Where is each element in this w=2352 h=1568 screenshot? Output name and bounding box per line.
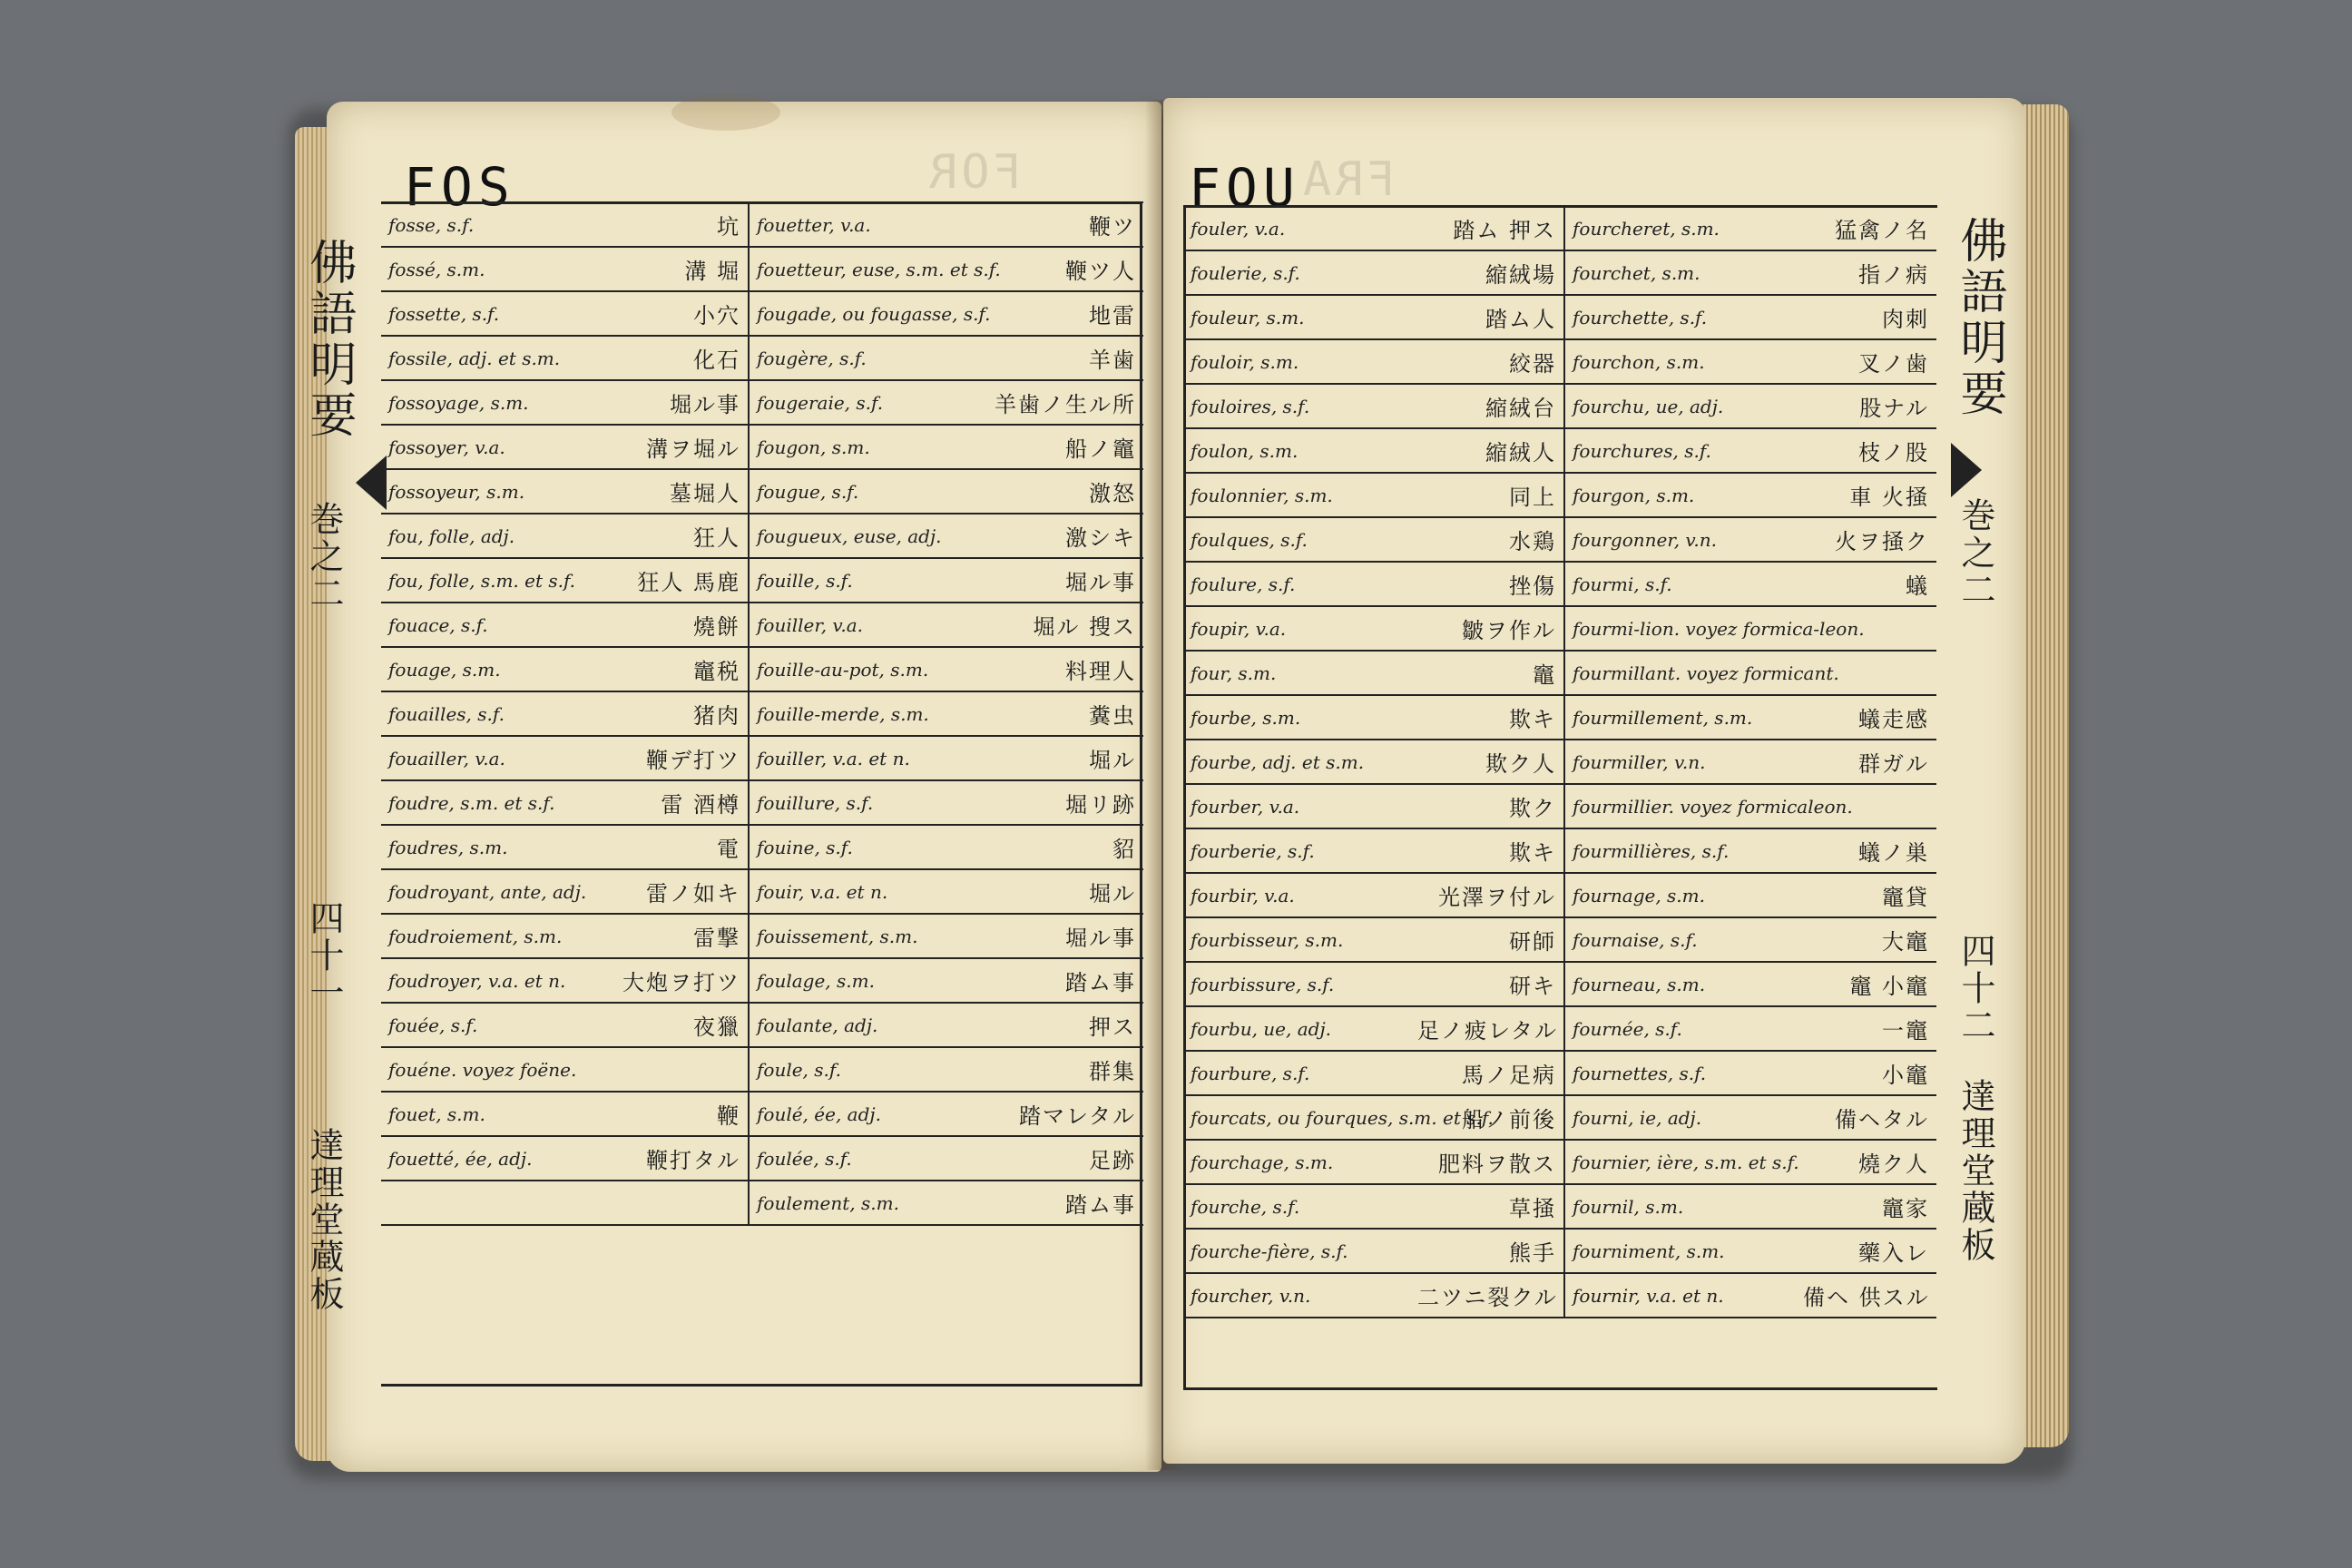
entry-headword: fougère, s.f. <box>749 336 980 380</box>
entry-headword: fouetté, ée, adj. <box>381 1136 590 1181</box>
entry-translation: 雷ノ如キ <box>590 869 749 914</box>
entry-translation: 肥料ヲ散ス <box>1410 1140 1564 1184</box>
entry-headword: foulante, adj. <box>749 1003 980 1047</box>
entry-translation: 坑 <box>590 202 749 247</box>
entry-translation: 備ヘ 供スル <box>1796 1273 1936 1318</box>
entry-translation: 踏ム事 <box>980 958 1143 1003</box>
entry-headword: foulement, s.m. <box>749 1181 980 1225</box>
entry-headword: fouailler, v.a. <box>381 736 590 780</box>
entry-headword: fouéne. voyez foëne. <box>381 1047 590 1092</box>
entry-headword: fougue, s.f. <box>749 469 980 514</box>
entry-translation: 熊手 <box>1410 1229 1564 1273</box>
entry-headword: fourgon, s.m. <box>1564 473 1796 517</box>
paper-stain <box>671 94 780 131</box>
entry-translation: 指ノ病 <box>1796 250 1936 295</box>
entry-headword: foulonnier, s.m. <box>1183 473 1410 517</box>
entry-translation: 縮絨人 <box>1410 428 1564 473</box>
entry-headword: fourbisseur, s.m. <box>1183 917 1410 962</box>
entry-headword: fourgonner, v.n. <box>1564 517 1796 562</box>
entry-headword: fosse, s.f. <box>381 202 590 247</box>
entry-translation: 大炮ヲ打ツ <box>590 958 749 1003</box>
entry-headword: fouine, s.f. <box>749 825 980 869</box>
entry-headword: fournier, ière, s.m. et s.f. <box>1564 1140 1796 1184</box>
entry-translation: 研キ <box>1410 962 1564 1006</box>
margin-volume: 巻之二 <box>304 501 344 612</box>
entry-translation: 鞭打タル <box>590 1136 749 1181</box>
entry-translation: 羊歯ノ生ル所 <box>980 380 1143 425</box>
entry-translation: 縮絨場 <box>1410 250 1564 295</box>
entry-translation: 水鶏 <box>1410 517 1564 562</box>
entry-headword: fouler, v.a. <box>1183 206 1410 250</box>
entry-translation: 猛禽ノ名 <box>1796 206 1936 250</box>
entry-headword: fouée, s.f. <box>381 1003 590 1047</box>
entry-headword: foudroiement, s.m. <box>381 914 590 958</box>
entry-translation: 船ノ竈 <box>980 425 1143 469</box>
show-through-header: FRA <box>1299 152 1396 207</box>
entry-translation: 鞭ツ <box>980 202 1143 247</box>
entry-headword: foulage, s.m. <box>749 958 980 1003</box>
entry-headword: fouet, s.m. <box>381 1092 590 1136</box>
entry-translation: 猪肉 <box>590 691 749 736</box>
entry-translation: 竈貸 <box>1796 873 1936 917</box>
entry-headword: fourcats, ou fourques, s.m. et s.f. <box>1183 1095 1410 1140</box>
entry-translation: 蟻ノ巣 <box>1796 828 1936 873</box>
entry-translation: 馬ノ足病 <box>1410 1051 1564 1095</box>
entry-headword: fougon, s.m. <box>749 425 980 469</box>
entry-translation: 群ガル <box>1796 740 1936 784</box>
entry-translation: 絞器 <box>1410 339 1564 384</box>
entry-translation: 雷撃 <box>590 914 749 958</box>
entry-translation: 堀ル事 <box>980 558 1143 603</box>
entry-headword: fourchet, s.m. <box>1564 250 1796 295</box>
entry-translation: 踏ム人 <box>1410 295 1564 339</box>
entry-headword: fourbu, ue, adj. <box>1183 1006 1410 1051</box>
entry-headword: fourche, s.f. <box>1183 1184 1410 1229</box>
entry-headword: fourmillières, s.f. <box>1564 828 1796 873</box>
entry-translation: 羊歯 <box>980 336 1143 380</box>
entry-headword: fouetteur, euse, s.m. et s.f. <box>749 247 980 291</box>
entry-translation: 大竈 <box>1796 917 1936 962</box>
entry-translation: 墓堀人 <box>590 469 749 514</box>
entry-headword: fouloires, s.f. <box>1183 384 1410 428</box>
entry-translation: 研師 <box>1410 917 1564 962</box>
entry-headword: fouillure, s.f. <box>749 780 980 825</box>
entry-translation: 蟻走感 <box>1796 695 1936 740</box>
entry-translation: 藥入レ <box>1796 1229 1936 1273</box>
entry-headword: fouleur, s.m. <box>1183 295 1410 339</box>
entry-headword: fourni, ie, adj. <box>1564 1095 1796 1140</box>
entry-translation: 欺キ <box>1410 695 1564 740</box>
entry-headword: fouille-au-pot, s.m. <box>749 647 980 691</box>
entry-headword: fourniment, s.m. <box>1564 1229 1796 1273</box>
entry-headword: fourneau, s.m. <box>1564 962 1796 1006</box>
entry-headword: fourcher, v.n. <box>1183 1273 1410 1318</box>
entry-translation: 欺ク <box>1410 784 1564 828</box>
entry-headword: foudres, s.m. <box>381 825 590 869</box>
entry-translation: 燒餅 <box>590 603 749 647</box>
entry-headword: foulure, s.f. <box>1183 562 1410 606</box>
entry-headword: fournir, v.a. et n. <box>1564 1273 1796 1318</box>
entry-translation: 狂人 <box>590 514 749 558</box>
entry-headword: fossoyage, s.m. <box>381 380 590 425</box>
entry-headword: fournettes, s.f. <box>1564 1051 1796 1095</box>
margin-title: 佛語明要 <box>1952 216 2006 419</box>
entry-translation: 小穴 <box>590 291 749 336</box>
entry-translation: 溝ヲ堀ル <box>590 425 749 469</box>
entry-headword: fourmillement, s.m. <box>1564 695 1796 740</box>
entry-headword: fourchu, ue, adj. <box>1564 384 1796 428</box>
entry-translation: 竈税 <box>590 647 749 691</box>
entry-translation: 挫傷 <box>1410 562 1564 606</box>
entry-translation: 光澤ヲ付ル <box>1410 873 1564 917</box>
fish-tail-mark <box>1951 443 2013 497</box>
entry-translation: 貂 <box>980 825 1143 869</box>
entry-translation: 踏ム事 <box>980 1181 1143 1225</box>
entry-translation: 踏ム 押ス <box>1410 206 1564 250</box>
left-page <box>301 102 1161 1472</box>
entry-headword: foulé, ée, adj. <box>749 1092 980 1136</box>
entry-translation: 堀ル事 <box>590 380 749 425</box>
page-header-right: FOU <box>1189 157 1300 219</box>
entry-headword: fougeraie, s.f. <box>749 380 980 425</box>
margin-title: 佛語明要 <box>301 238 356 441</box>
entry-translation: 激シキ <box>980 514 1143 558</box>
entry-headword: fourbe, adj. et s.m. <box>1183 740 1410 784</box>
entry-headword: fourmi-lion. voyez formica-leon. <box>1564 606 1796 651</box>
entry-headword: fourmillier. voyez formicaleon. <box>1564 784 1796 828</box>
margin-publisher: 達理堂蔵板 <box>1955 1078 1995 1264</box>
entry-headword: fossette, s.f. <box>381 291 590 336</box>
entry-translation: 竈家 <box>1796 1184 1936 1229</box>
entry-translation: 堀ル <box>980 736 1143 780</box>
entry-headword: fournaise, s.f. <box>1564 917 1796 962</box>
entry-translation: 草掻 <box>1410 1184 1564 1229</box>
entry-headword: fouage, s.m. <box>381 647 590 691</box>
entry-headword: fouiller, v.a. <box>749 603 980 647</box>
entry-headword: fourbe, s.m. <box>1183 695 1410 740</box>
entry-headword: fossile, adj. et s.m. <box>381 336 590 380</box>
entry-headword: fouailles, s.f. <box>381 691 590 736</box>
entry-headword: fourmi, s.f. <box>1564 562 1796 606</box>
entry-headword: foule, s.f. <box>749 1047 980 1092</box>
entry-translation: 小竈 <box>1796 1051 1936 1095</box>
entry-headword: fourber, v.a. <box>1183 784 1410 828</box>
entry-headword: foulerie, s.f. <box>1183 250 1410 295</box>
entry-headword: fouiller, v.a. et n. <box>749 736 980 780</box>
entry-translation: 堀ル事 <box>980 914 1143 958</box>
entry-translation: 二ツニ裂クル <box>1410 1273 1564 1318</box>
entry-translation: 鞭デ打ツ <box>590 736 749 780</box>
entry-headword: fouille, s.f. <box>749 558 980 603</box>
entry-translation: 船ノ前後 <box>1410 1095 1564 1140</box>
entry-translation: 激怒 <box>980 469 1143 514</box>
entry-translation: 欺キ <box>1410 828 1564 873</box>
entry-translation: 火ヲ掻ク <box>1796 517 1936 562</box>
entry-translation: 足跡 <box>980 1136 1143 1181</box>
entry-headword: fouissement, s.m. <box>749 914 980 958</box>
entry-translation: 糞虫 <box>980 691 1143 736</box>
entry-headword: fou, folle, adj. <box>381 514 590 558</box>
entry-headword: fouace, s.f. <box>381 603 590 647</box>
entry-headword: fourberie, s.f. <box>1183 828 1410 873</box>
entry-headword: fouille-merde, s.m. <box>749 691 980 736</box>
table-frame-right <box>1183 205 1937 1390</box>
entry-headword: foudroyer, v.a. et n. <box>381 958 590 1003</box>
entry-translation: 竈 小竈 <box>1796 962 1936 1006</box>
entry-translation: 鞭ツ人 <box>980 247 1143 291</box>
entry-translation: 燒ク人 <box>1796 1140 1936 1184</box>
entry-headword: foulée, s.f. <box>749 1136 980 1181</box>
entry-headword: foudre, s.m. et s.f. <box>381 780 590 825</box>
entry-headword: fournage, s.m. <box>1564 873 1796 917</box>
entry-translation: 欺ク人 <box>1410 740 1564 784</box>
entry-translation: 群集 <box>980 1047 1143 1092</box>
entry-translation: 竈 <box>1410 651 1564 695</box>
table-frame-left <box>381 201 1142 1387</box>
entry-headword: fossé, s.m. <box>381 247 590 291</box>
entry-headword: four, s.m. <box>1183 651 1410 695</box>
entry-translation: 堀リ跡 <box>980 780 1143 825</box>
entry-translation: 股ナル <box>1796 384 1936 428</box>
entry-headword: fougueux, euse, adj. <box>749 514 980 558</box>
entry-translation: 地雷 <box>980 291 1143 336</box>
entry-translation: 蟻 <box>1796 562 1936 606</box>
entry-headword: fourcheret, s.m. <box>1564 206 1796 250</box>
entry-headword: fossoyeur, s.m. <box>381 469 590 514</box>
entry-translation: 電 <box>590 825 749 869</box>
margin-folio: 四十一 <box>304 900 344 1012</box>
entry-translation: 車 火掻 <box>1796 473 1936 517</box>
entry-headword: fouloir, s.m. <box>1183 339 1410 384</box>
entry-translation: 夜獵 <box>590 1003 749 1047</box>
entry-translation: 縮絨台 <box>1410 384 1564 428</box>
entry-translation: 枝ノ股 <box>1796 428 1936 473</box>
right-page-edges <box>2019 104 2069 1447</box>
entry-headword: fournée, s.f. <box>1564 1006 1796 1051</box>
entry-headword: fourmillant. voyez formicant. <box>1564 651 1796 695</box>
entry-headword: fossoyer, v.a. <box>381 425 590 469</box>
entry-translation: 溝 堀 <box>590 247 749 291</box>
entry-headword: fournil, s.m. <box>1564 1184 1796 1229</box>
entry-headword: foupir, v.a. <box>1183 606 1410 651</box>
entry-translation: 押ス <box>980 1003 1143 1047</box>
entry-translation: 一竈 <box>1796 1006 1936 1051</box>
entry-headword: fougade, ou fougasse, s.f. <box>749 291 980 336</box>
entry-headword: fourbissure, s.f. <box>1183 962 1410 1006</box>
margin-volume: 巻之二 <box>1955 497 1995 609</box>
entry-translation: 肉刺 <box>1796 295 1936 339</box>
entry-translation: 鞭 <box>590 1092 749 1136</box>
entry-translation: 堀ル 搜ス <box>980 603 1143 647</box>
entry-headword: fourche-fière, s.f. <box>1183 1229 1410 1273</box>
entry-headword: fourchage, s.m. <box>1183 1140 1410 1184</box>
entry-headword: fourbure, s.f. <box>1183 1051 1410 1095</box>
entry-headword: foulon, s.m. <box>1183 428 1410 473</box>
entry-headword: fouetter, v.a. <box>749 202 980 247</box>
entry-translation: 踏マレタル <box>980 1092 1143 1136</box>
entry-headword: fourchures, s.f. <box>1564 428 1796 473</box>
entry-headword: foudroyant, ante, adj. <box>381 869 590 914</box>
page-header-left: FOS <box>404 156 515 218</box>
entry-headword: fourbir, v.a. <box>1183 873 1410 917</box>
entry-translation: 同上 <box>1410 473 1564 517</box>
margin-publisher: 達理堂蔵板 <box>304 1127 344 1313</box>
entry-translation: 足ノ疲レタル <box>1410 1006 1564 1051</box>
margin-folio: 四十二 <box>1955 933 1995 1044</box>
entry-translation: 雷 酒樽 <box>590 780 749 825</box>
right-page <box>1163 98 2025 1464</box>
entry-translation: 堀ル <box>980 869 1143 914</box>
entry-translation: 料理人 <box>980 647 1143 691</box>
show-through-header: FOR <box>926 145 1022 200</box>
entry-headword: fourchon, s.m. <box>1564 339 1796 384</box>
entry-translation: 備ヘタル <box>1796 1095 1936 1140</box>
entry-headword: fou, folle, s.m. et s.f. <box>381 558 590 603</box>
entry-translation: 狂人 馬鹿 <box>590 558 749 603</box>
entry-headword: foulques, s.f. <box>1183 517 1410 562</box>
entry-headword: fourchette, s.f. <box>1564 295 1796 339</box>
entry-headword: fouir, v.a. et n. <box>749 869 980 914</box>
entry-headword: fourmiller, v.n. <box>1564 740 1796 784</box>
entry-translation: 皺ヲ作ル <box>1410 606 1564 651</box>
entry-translation: 化石 <box>590 336 749 380</box>
entry-translation: 叉ノ歯 <box>1796 339 1936 384</box>
